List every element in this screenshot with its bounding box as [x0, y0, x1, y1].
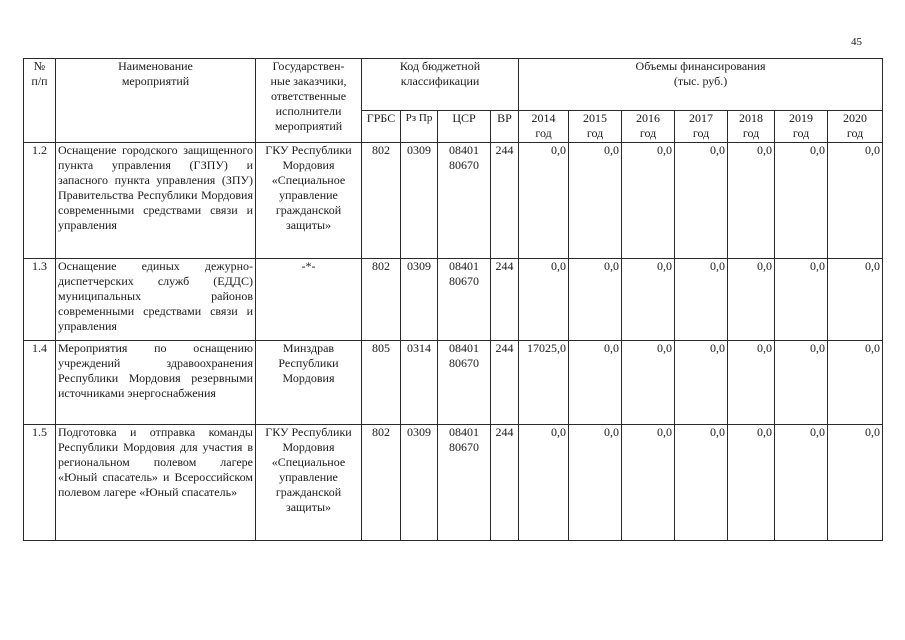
header-name: Наименование мероприятий	[56, 59, 256, 143]
value-2014: 0,0	[519, 425, 569, 541]
row-rzpr: 0309	[401, 143, 438, 259]
row-rzpr: 0314	[401, 341, 438, 425]
row-csr: 08401 80670	[438, 259, 491, 341]
value-2020: 0,0	[828, 425, 883, 541]
header-vr: ВР	[491, 111, 519, 143]
value-2016: 0,0	[622, 341, 675, 425]
value-2016: 0,0	[622, 259, 675, 341]
header-customers: Государствен- ные заказчики, ответственные исполнители мероприятий	[256, 59, 362, 143]
value-2015: 0,0	[569, 425, 622, 541]
value-2018: 0,0	[728, 425, 775, 541]
row-name: Оснащение городского защищенного пункта управления (ГЗПУ) и запасного пункта управления (ЗПУ) Правительства Республики Мордовия современными средствами связи и управления	[56, 143, 256, 259]
page-number: 45	[851, 36, 862, 48]
value-2018: 0,0	[728, 341, 775, 425]
table-row	[24, 259, 883, 341]
funding-table	[23, 58, 883, 541]
value-2017: 0,0	[675, 425, 728, 541]
header-year-2017: 2017 год	[675, 111, 728, 143]
header-num: № п/п	[24, 59, 56, 143]
row-num: 1.2	[24, 143, 56, 259]
header-funding-group: Объемы финансирования (тыс. руб.)	[519, 59, 883, 111]
value-2015: 0,0	[569, 341, 622, 425]
table-row	[24, 341, 883, 425]
header-year-2014: 2014 год	[519, 111, 569, 143]
value-2018: 0,0	[728, 259, 775, 341]
row-rzpr: 0309	[401, 425, 438, 541]
row-grbs: 802	[362, 143, 401, 259]
value-2014: 17025,0	[519, 341, 569, 425]
value-2018: 0,0	[728, 143, 775, 259]
row-vr: 244	[491, 425, 519, 541]
table-row	[24, 425, 883, 541]
row-rzpr: 0309	[401, 259, 438, 341]
value-2015: 0,0	[569, 259, 622, 341]
value-2017: 0,0	[675, 143, 728, 259]
header-year-2018: 2018 год	[728, 111, 775, 143]
header-csr: ЦСР	[438, 111, 491, 143]
header-year-2020: 2020 год	[828, 111, 883, 143]
value-2019: 0,0	[775, 259, 828, 341]
row-vr: 244	[491, 259, 519, 341]
value-2014: 0,0	[519, 259, 569, 341]
row-customer: Минздрав Республики Мордовия	[256, 341, 362, 425]
row-csr: 08401 80670	[438, 341, 491, 425]
value-2014: 0,0	[519, 143, 569, 259]
row-customer: -*-	[256, 259, 362, 341]
row-grbs: 802	[362, 259, 401, 341]
row-vr: 244	[491, 143, 519, 259]
row-customer: ГКУ Республики Мордовия «Специальное управление гражданской защиты»	[256, 425, 362, 541]
value-2019: 0,0	[775, 143, 828, 259]
row-csr: 08401 80670	[438, 425, 491, 541]
value-2019: 0,0	[775, 341, 828, 425]
value-2017: 0,0	[675, 341, 728, 425]
value-2020: 0,0	[828, 143, 883, 259]
value-2019: 0,0	[775, 425, 828, 541]
row-customer: ГКУ Республики Мордовия «Специальное управление гражданской защиты»	[256, 143, 362, 259]
row-name: Оснащение единых дежурно-диспетчерских служб (ЕДДС) муниципальных районов современными средствами связи и управления	[56, 259, 256, 341]
header-row-top	[24, 59, 883, 111]
value-2016: 0,0	[622, 425, 675, 541]
row-num: 1.3	[24, 259, 56, 341]
header-year-2015: 2015 год	[569, 111, 622, 143]
row-csr: 08401 80670	[438, 143, 491, 259]
row-grbs: 805	[362, 341, 401, 425]
header-rzpr: Рз Пр	[401, 111, 438, 143]
header-year-2019: 2019 год	[775, 111, 828, 143]
table-row	[24, 143, 883, 259]
value-2015: 0,0	[569, 143, 622, 259]
value-2016: 0,0	[622, 143, 675, 259]
row-num: 1.4	[24, 341, 56, 425]
row-vr: 244	[491, 341, 519, 425]
value-2020: 0,0	[828, 341, 883, 425]
row-name: Мероприятия по оснащению учреждений здравоохранения Республики Мордовия резервными источниками энергоснабжения	[56, 341, 256, 425]
value-2017: 0,0	[675, 259, 728, 341]
header-grbs: ГРБС	[362, 111, 401, 143]
header-code-group: Код бюджетной классификации	[362, 59, 519, 111]
row-grbs: 802	[362, 425, 401, 541]
header-year-2016: 2016 год	[622, 111, 675, 143]
value-2020: 0,0	[828, 259, 883, 341]
row-name: Подготовка и отправка команды Республики Мордовия для участия в региональном полевом лагере «Юный спасатель» и Всероссийском полевом лагере «Юный спасатель»	[56, 425, 256, 541]
row-num: 1.5	[24, 425, 56, 541]
